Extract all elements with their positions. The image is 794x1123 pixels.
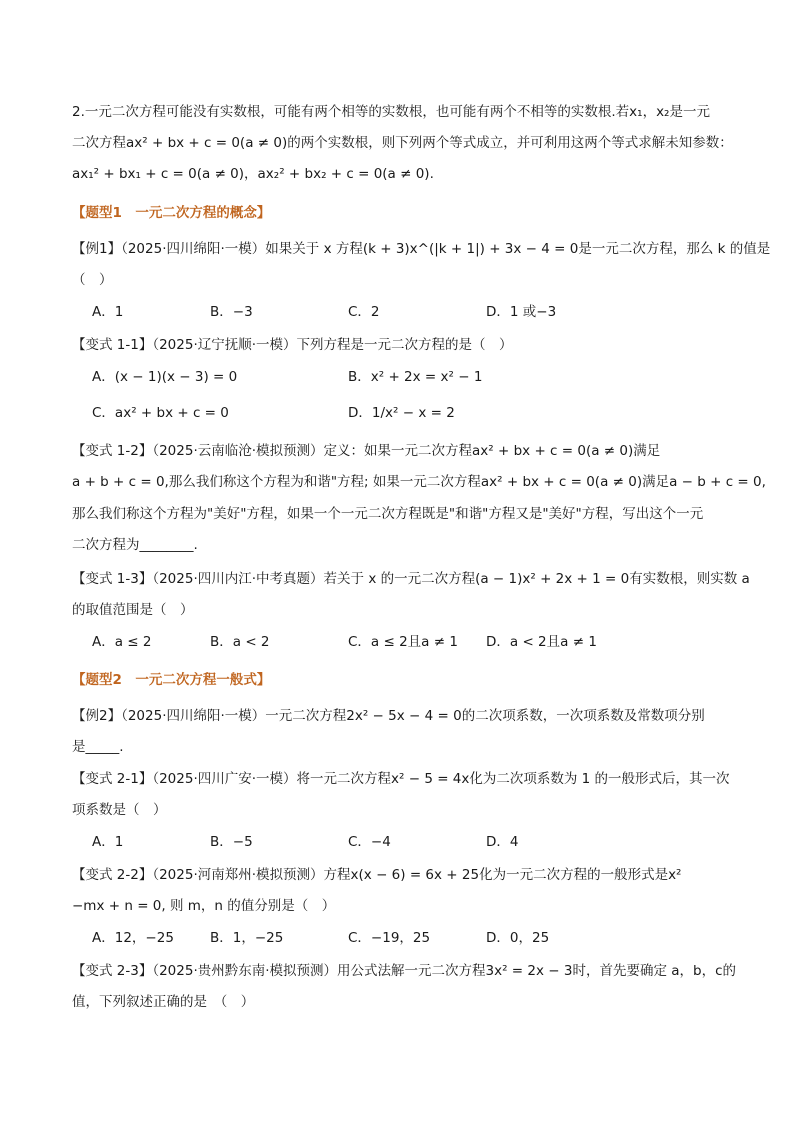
example-1-option-a: A．1 [92,304,124,320]
example-1-line-1: 【例1】（2025·四川绵阳·一模）如果关于 x 方程(k + 3)x^(|k + 1|) + 3x − 4 = 0是一元二次方程，那么 k 的值是 [72,241,771,257]
variant-2-1-line-2: 项系数是（ ） [72,802,167,818]
variant-1-2-line-4: 二次方程为________. [72,537,198,553]
variant-1-3-option-d: D．a < 2且a ≠ 1 [486,634,597,650]
variant-1-1-option-a: A．(x − 1)(x − 3) = 0 [92,369,238,385]
variant-2-1-option-b: B．−5 [210,834,253,850]
variant-2-1-line-1: 【变式 2-1】（2025·四川广安·一模）将一元二次方程x² − 5 = 4x化为二次项系数为 1 的一般形式后，其一次 [72,771,730,787]
variant-2-3-line-1: 【变式 2-3】（2025·贵州黔东南·模拟预测）用公式法解一元二次方程3x² = 2x − 3时，首先要确定 a，b，c的 [72,963,737,979]
variant-1-3-option-c: C．a ≤ 2且a ≠ 1 [348,634,458,650]
variant-2-2-line-2: −mx + n = 0, 则 m，n 的值分别是（ ） [72,898,336,914]
example-2-line-2: 是_____. [72,739,124,755]
example-1-option-b: B．−3 [210,304,253,320]
intro-line-1: 2.一元二次方程可能没有实数根，可能有两个相等的实数根，也可能有两个不相等的实数根.若x₁，x₂是一元 [72,104,710,120]
variant-1-2-line-3: 那么我们称这个方程为"美好"方程，如果一个一元二次方程既是"和谐"方程又是"美好"方程，写出这个一元 [72,506,704,522]
variant-1-2-line-1: 【变式 1-2】（2025·云南临沧·模拟预测）定义：如果一元二次方程ax² + bx + c = 0(a ≠ 0)满足 [72,443,661,459]
example-1-option-c: C．2 [348,304,380,320]
variant-1-1-option-c: C．ax² + bx + c = 0 [92,405,229,421]
variant-1-1-option-b: B．x² + 2x = x² − 1 [348,369,483,385]
example-1-option-d: D．1 或−3 [486,304,557,320]
variant-2-3-line-2: 值，下列叙述正确的是 （ ） [72,994,255,1010]
example-2-line-1: 【例2】（2025·四川绵阳·一模）一元二次方程2x² − 5x − 4 = 0的二次项系数，一次项系数及常数项分别 [72,708,705,724]
variant-1-3-option-a: A．a ≤ 2 [92,634,152,650]
variant-1-3-option-b: B．a < 2 [210,634,270,650]
variant-1-1-line-1: 【变式 1-1】（2025·辽宁抚顺·一模）下列方程是一元二次方程的是（ ） [72,337,513,353]
section-title-1: 【题型1 一元二次方程的概念】 [72,205,271,221]
section-title-2: 【题型2 一元二次方程一般式】 [72,672,271,688]
variant-1-3-line-2: 的取值范围是（ ） [72,602,194,618]
variant-2-1-option-c: C．−4 [348,834,391,850]
variant-2-2-option-b: B．1，−25 [210,930,284,946]
variant-2-2-option-d: D．0，25 [486,930,550,946]
variant-1-2-line-2: a + b + c = 0,那么我们称这个方程为和谐"方程; 如果一元二次方程ax² + bx + c = 0(a ≠ 0)满足a − b + c = 0, [72,474,766,490]
intro-line-3: ax₁² + bx₁ + c = 0(a ≠ 0)，ax₂² + bx₂ + c = 0(a ≠ 0). [72,166,434,182]
variant-2-2-option-a: A．12，−25 [92,930,174,946]
variant-1-1-option-d: D．1/x² − x = 2 [348,405,455,421]
variant-2-2-line-1: 【变式 2-2】（2025·河南郑州·模拟预测）方程x(x − 6) = 6x + 25化为一元二次方程的一般形式是x² [72,867,682,883]
variant-2-1-option-a: A．1 [92,834,124,850]
variant-2-2-option-c: C．−19，25 [348,930,431,946]
example-1-line-2: （ ） [72,272,113,288]
variant-1-3-line-1: 【变式 1-3】（2025·四川内江·中考真题）若关于 x 的一元二次方程(a − 1)x² + 2x + 1 = 0有实数根，则实数 a [72,571,750,587]
variant-2-1-option-d: D．4 [486,834,519,850]
intro-line-2: 二次方程ax² + bx + c = 0(a ≠ 0)的两个实数根，则下列两个等式成立，并可利用这两个等式求解未知参数： [72,135,733,151]
